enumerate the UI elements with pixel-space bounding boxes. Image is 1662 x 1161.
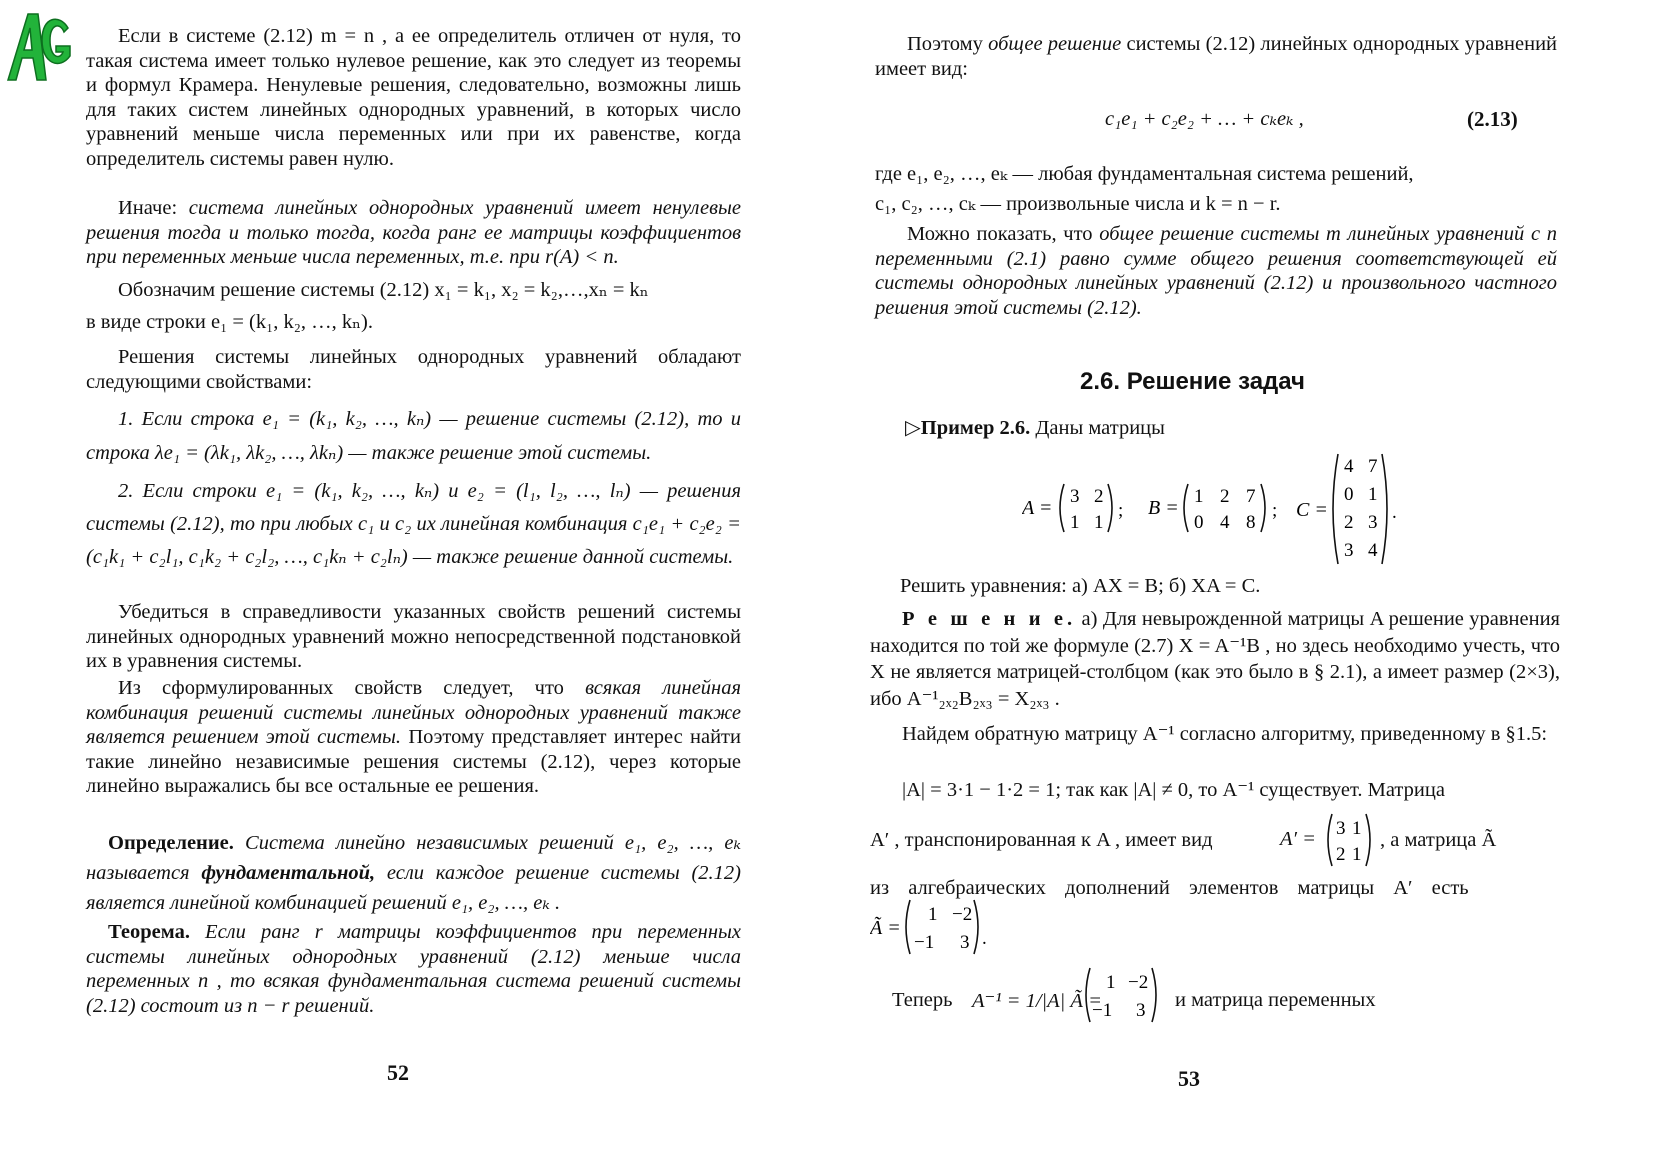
matrix-a-cell: 1 — [1070, 512, 1080, 533]
svg-text:.: . — [982, 928, 987, 949]
matrix-b — [1148, 478, 1298, 543]
paragraph-arbitrary-numbers: c₁, c₂, …, cₖ — произвольные числа и k = n − r. — [875, 193, 1281, 215]
task-statement: Решить уравнения: а) AX = B; б) XA = C. — [900, 575, 1261, 597]
lincomb-text-a: Из сформулированных свойств следует, что — [118, 677, 586, 699]
nonhomogeneous-a: Можно показать, что — [907, 223, 1100, 245]
property-2: 2. Если строки e₁ = (k₁, k₂, …, kₙ) и e₂ = (l₁, l₂, …, lₙ) — решения системы (2.12), то при любых c₁ и c₂ их линейная комбинация c₁e₁ + c₂e₂ = (c₁k₁ + c₂l₁, c₁k₂ + c₂l₂, …, c₁kₙ + c₂lₙ) — также решение данной системы. — [86, 480, 741, 568]
matrix-b-cell: 1 — [1194, 486, 1204, 507]
matrix-at-cell: 3 — [1336, 818, 1346, 839]
inverse-formula: A⁻¹ = 1/|A| Ã = — [972, 990, 1102, 1012]
paragraph-cofactors: из алгебраических дополнений элементов матрицы A′ есть — [870, 877, 1469, 899]
paragraph-linear-combination — [86, 676, 741, 799]
matrix-c-cell: 2 — [1344, 512, 1354, 533]
solution-label: Р е ш е н и е. — [902, 608, 1077, 630]
lincomb-text-b: Поэтому представляет интерес найти такие линейно независимые решения системы (2.12), через которые линейно выражались бы все остальные ее решения. — [86, 726, 741, 798]
matrix-b-cell: 2 — [1220, 486, 1230, 507]
paragraph-rank-lead: Иначе: — [118, 197, 189, 219]
page-number-right: 53 — [1178, 1066, 1200, 1091]
paragraph-nonhomogeneous — [875, 222, 1557, 320]
matrix-a-cell: 3 — [1070, 486, 1080, 507]
paragraph-verification: Убедиться в справедливости указанных свойств решений системы линейных однородных уравнений можно непосредственной подстановкой их в уравнения системы. — [86, 601, 741, 673]
matrix-a-transposed-svg — [1320, 810, 1380, 870]
matrix-a-inverse-cell: 1 — [1106, 972, 1116, 993]
matrix-a-inverse-svg — [1080, 964, 1170, 1026]
matrix-a-tilde-cell: −2 — [952, 904, 973, 925]
matrix-a-cell: 2 — [1094, 486, 1104, 507]
theorem-text: Если ранг r матрицы коэффициентов при переменных системы линейных однородных уравнений (2.12) меньше числа переменных n , то всякая фундаментальная система решений системы (2.12) состоит из n − r решений. — [86, 921, 741, 1017]
matrix-at-cell: 1 — [1352, 844, 1362, 865]
matrix-a-tilde-cell: −1 — [914, 932, 935, 953]
paragraph-general-solution — [875, 32, 1557, 81]
general-solution-b: системы (2.12) линейных однородных уравнений имеет вид: — [875, 33, 1558, 80]
matrix-a-transposed — [1320, 810, 1380, 875]
matrix-a-inverse-cell: −2 — [1128, 972, 1149, 993]
lincomb-text-italic: всякая линейная комбинация решений системы линейных однородных уравнений также является решением этой системы. — [86, 677, 741, 749]
example-text: Даны матрицы — [1030, 417, 1165, 439]
theorem-label: Теорема. — [108, 921, 190, 943]
theorem — [86, 920, 741, 1018]
matrix-c-svg — [1296, 448, 1406, 570]
example-intro — [905, 416, 1505, 441]
matrix-a-tilde-cell: 1 — [928, 904, 938, 925]
ag-logo-icon — [2, 6, 76, 90]
matrix-b-cell: 4 — [1220, 512, 1230, 533]
inverse-line-tail: и матрица переменных — [1175, 989, 1376, 1011]
matrix-c-cell: 4 — [1344, 456, 1354, 477]
definition-label: Определение. — [108, 832, 234, 854]
definition-text-a: Система линейно независимых решений e₁, e₂, …, eₖ называется — [86, 832, 741, 884]
transposed-label: A′ = — [1280, 828, 1316, 850]
paragraph-homogeneous-intro: Если в системе (2.12) m = n , а ее определитель отличен от нуля, то такая система имеет только нулевое решение, как это следует из теоремы и формул Крамера. Ненулевые решения, следовательно, возможны лишь для таких систем линейных однородных уравнений, в которых число уравнений меньше числа переменных или при их равенстве, когда определитель системы равен нулю. — [86, 25, 741, 170]
transposed-line-text: A′ , транспонированная к A , имеет вид — [870, 829, 1213, 851]
matrix-a-tilde-cell: 3 — [960, 932, 970, 953]
matrix-c-label: C = — [1296, 499, 1328, 521]
matrix-c-cell: 7 — [1368, 456, 1378, 477]
solution-text: а) Для невырожденной матрицы A решение уравнения находится по той же формуле (2.7) X = A⁻¹B , но здесь необходимо учесть, что X не является матрицей-столбцом (как это было в § 2.1), а имеет размер (2×3), ибо A⁻¹₂ₓ₂B₂ₓ₃ = X₂ₓ₃ . — [870, 608, 1560, 710]
matrix-a-label: A = — [1022, 497, 1053, 519]
general-solution-term: общее решение — [988, 33, 1122, 55]
matrix-a-inverse — [1080, 964, 1170, 1031]
transposed-line-tail: , а матрица Ã — [1380, 829, 1497, 851]
example-label: ▷Пример 2.6. — [905, 417, 1031, 439]
matrix-a-svg — [1022, 478, 1132, 538]
page-number-left: 52 — [387, 1060, 409, 1085]
paragraph-solution-notation-1: Обозначим решение системы (2.12) x₁ = k₁, x₂ = k₂,…,xₙ = kₙ — [118, 279, 649, 301]
matrix-a-tilde-svg — [870, 896, 1000, 958]
definition-fundamental — [86, 828, 741, 918]
matrix-c — [1296, 448, 1406, 575]
matrix-b-label: B = — [1148, 497, 1179, 519]
paragraph-solution-notation-2: в виде строки e₁ = (k₁, k₂, …, kₙ). — [86, 311, 373, 333]
nonhomogeneous-text: общее решение системы m линейных уравнений с n переменными (2.1) равно сумме общего решения соответствующей ей системы однородных линейных уравнений (2.12) и произвольного частного решения этой системы (2.12). — [875, 223, 1557, 319]
matrix-c-cell: 3 — [1368, 512, 1378, 533]
matrix-at-cell: 2 — [1336, 844, 1346, 865]
left-page — [0, 0, 830, 1161]
matrix-c-cell: 1 — [1368, 484, 1378, 505]
paragraph-inverse-intro: Найдем обратную матрицу A⁻¹ согласно алгоритму, приведенному в §1.5: — [902, 723, 1548, 745]
matrix-at-cell: 1 — [1352, 818, 1362, 839]
matrix-c-cell: 0 — [1344, 484, 1354, 505]
paragraph-rank-condition — [86, 196, 741, 270]
section-heading: 2.6. Решение задач — [1080, 368, 1305, 395]
paragraph-fundamental-any: где e₁, e₂, …, eₖ — любая фундаментальная система решений, — [875, 163, 1414, 185]
matrix-c-cell: 3 — [1344, 540, 1354, 561]
paragraph-rank-text: система линейных однородных уравнений имеет ненулевые решения тогда и только тогда, когда ранг ее матрицы коэффициентов при переменных меньше числа переменных, т.е. при r(A) < n. — [86, 197, 741, 269]
inverse-line-lead: Теперь — [892, 989, 953, 1011]
matrix-b-cell: 7 — [1246, 486, 1256, 507]
property-1: 1. Если строка e₁ = (k₁, k₂, …, kₙ) — решение системы (2.12), то и строка λe₁ = (λk₁, λk₂, …, λkₙ) — также решение этой системы. — [86, 408, 741, 464]
svg-text:;: ; — [1118, 500, 1124, 521]
equation-2-13: c₁e₁ + c₂e₂ + … + cₖeₖ , — [1105, 108, 1304, 130]
matrix-c-cell: 4 — [1368, 540, 1378, 561]
right-page — [830, 0, 1662, 1161]
matrix-a-tilde — [870, 896, 1000, 963]
equation-number-2-13: (2.13) — [1467, 107, 1518, 131]
definition-text-b: если каждое решение системы (2.12) является линейной комбинацией решений e₁, e₂, …, eₖ . — [86, 862, 741, 914]
matrix-a-cell: 1 — [1094, 512, 1104, 533]
svg-text:.: . — [1392, 502, 1397, 523]
general-solution-a: Поэтому — [907, 33, 989, 55]
paragraph-properties-intro: Решения системы линейных однородных уравнений обладают следующими свойствами: — [86, 346, 741, 393]
paragraph-determinant: |A| = 3·1 − 1·2 = 1; так как |A| ≠ 0, то A⁻¹ существует. Матрица — [902, 779, 1445, 801]
matrix-a — [1022, 478, 1132, 543]
matrix-a-tilde-label: Ã = — [870, 917, 901, 939]
matrix-a-inverse-cell: 3 — [1136, 1000, 1146, 1021]
solution-paragraph — [870, 606, 1560, 712]
matrix-b-cell: 0 — [1194, 512, 1204, 533]
matrix-a-inverse-cell: −1 — [1092, 1000, 1113, 1021]
matrix-b-svg — [1148, 478, 1298, 538]
matrix-b-cell: 8 — [1246, 512, 1256, 533]
svg-text:;: ; — [1272, 500, 1278, 521]
definition-term: фундаментальной, — [201, 862, 376, 884]
